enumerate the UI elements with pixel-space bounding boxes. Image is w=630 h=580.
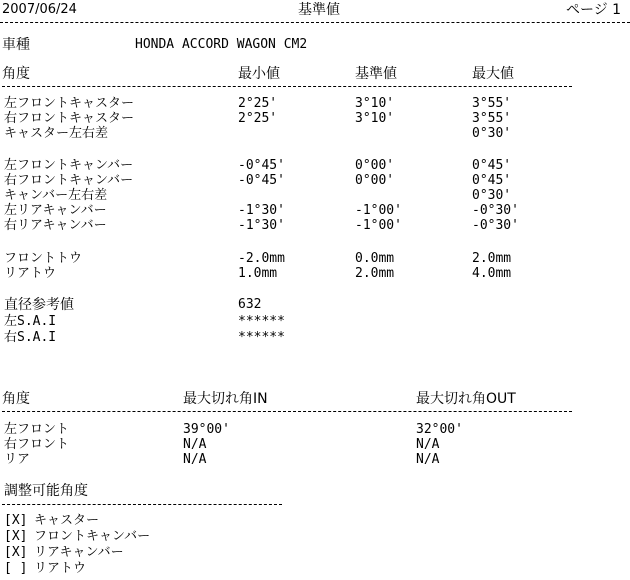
table-cell-max: 0°30' xyxy=(472,126,512,141)
adjustable-item-label: リアキャンバー xyxy=(34,545,124,560)
page-number: ページ 1 xyxy=(566,2,622,18)
table-row-label: フロントトウ xyxy=(4,251,83,266)
table-cell-min: -1°30' xyxy=(238,203,285,218)
sai-left-value: ****** xyxy=(238,314,285,329)
table-cell-min: 1.0mm xyxy=(238,266,278,281)
table-row-label: 左リアキャンバー xyxy=(4,203,107,218)
table-cell-max: 0°45' xyxy=(472,173,512,188)
table-cell-max: 0°30' xyxy=(472,188,512,203)
table-cell-out: 32°00' xyxy=(416,422,463,437)
table-row-label: 左フロントキャスター xyxy=(4,96,135,111)
diameter-label: 直径参考値 xyxy=(4,297,74,313)
table-row-label: キャスター左右差 xyxy=(4,126,109,141)
table-row-label: リアトウ xyxy=(4,266,57,281)
table-row-label: 右フロントキャンバー xyxy=(4,173,134,188)
adjustable-checkbox: [X] xyxy=(4,529,28,544)
diameter-value: 632 xyxy=(238,297,262,312)
header-divider xyxy=(0,22,630,23)
table-cell-max: 0°45' xyxy=(472,158,512,173)
steering-header-divider xyxy=(2,411,572,412)
table-row-label: 右リアキャンバー xyxy=(4,218,107,233)
angle-header-divider xyxy=(2,86,572,87)
table-cell-in: 39°00' xyxy=(183,422,230,437)
table-cell-in: N/A xyxy=(183,452,207,467)
vehicle-label: 車種 xyxy=(2,37,30,53)
adjustable-checkbox: [X] xyxy=(4,513,28,528)
adjustable-checkbox: [X] xyxy=(4,545,28,560)
table-cell-ref: 0°00' xyxy=(355,173,395,188)
vehicle-value: HONDA ACCORD WAGON CM2 xyxy=(135,37,308,52)
table-cell-out: N/A xyxy=(416,437,440,452)
adjustable-item-label: リアトウ xyxy=(34,561,87,576)
table-row-label: 左フロントキャンバー xyxy=(4,158,134,173)
max-steer-out-header: 最大切れ角OUT xyxy=(416,391,516,407)
table-row-label: 右フロントキャスター xyxy=(4,111,135,126)
max-steer-in-header: 最大切れ角IN xyxy=(183,391,268,407)
min-header: 最小値 xyxy=(238,66,280,82)
table-cell-min: -0°45' xyxy=(238,173,285,188)
adjustable-item-label: キャスター xyxy=(34,513,100,528)
adjustable-item-label: フロントキャンバー xyxy=(34,529,151,544)
table-row-label: キャンバー左右差 xyxy=(4,188,108,203)
adjustable-title: 調整可能角度 xyxy=(4,483,88,499)
table-cell-min: -2.0mm xyxy=(238,251,285,266)
sai-right-value: ****** xyxy=(238,330,285,345)
adjustable-divider xyxy=(2,504,282,505)
table-cell-min: 2°25' xyxy=(238,96,278,111)
table-row-label: リア xyxy=(4,452,31,467)
adjustable-checkbox: [ ] xyxy=(4,561,28,576)
table-cell-ref: -1°00' xyxy=(355,203,402,218)
steering-angle-header: 角度 xyxy=(2,391,30,407)
table-cell-min: -0°45' xyxy=(238,158,285,173)
ref-header: 基準値 xyxy=(355,66,397,82)
table-cell-ref: -1°00' xyxy=(355,218,402,233)
report-date: 2007/06/24 xyxy=(2,2,77,17)
table-cell-min: 2°25' xyxy=(238,111,278,126)
table-cell-ref: 0.0mm xyxy=(355,251,395,266)
table-cell-max: -0°30' xyxy=(472,218,519,233)
table-row-label: 左フロント xyxy=(4,422,70,437)
table-row-label: 右フロント xyxy=(4,437,70,452)
table-cell-out: N/A xyxy=(416,452,440,467)
table-cell-ref: 0°00' xyxy=(355,158,395,173)
table-cell-in: N/A xyxy=(183,437,207,452)
angle-header: 角度 xyxy=(2,66,30,82)
report-title: 基準値 xyxy=(298,2,340,18)
sai-right-label: 右S.A.I xyxy=(4,330,57,345)
max-header: 最大値 xyxy=(472,66,514,82)
table-cell-min: -1°30' xyxy=(238,218,285,233)
table-cell-max: 3°55' xyxy=(472,96,512,111)
table-cell-max: 3°55' xyxy=(472,111,512,126)
table-cell-ref: 3°10' xyxy=(355,96,395,111)
table-cell-max: 2.0mm xyxy=(472,251,512,266)
table-cell-ref: 2.0mm xyxy=(355,266,395,281)
sai-left-label: 左S.A.I xyxy=(4,314,57,329)
table-cell-max: 4.0mm xyxy=(472,266,512,281)
table-cell-max: -0°30' xyxy=(472,203,519,218)
table-cell-ref: 3°10' xyxy=(355,111,395,126)
